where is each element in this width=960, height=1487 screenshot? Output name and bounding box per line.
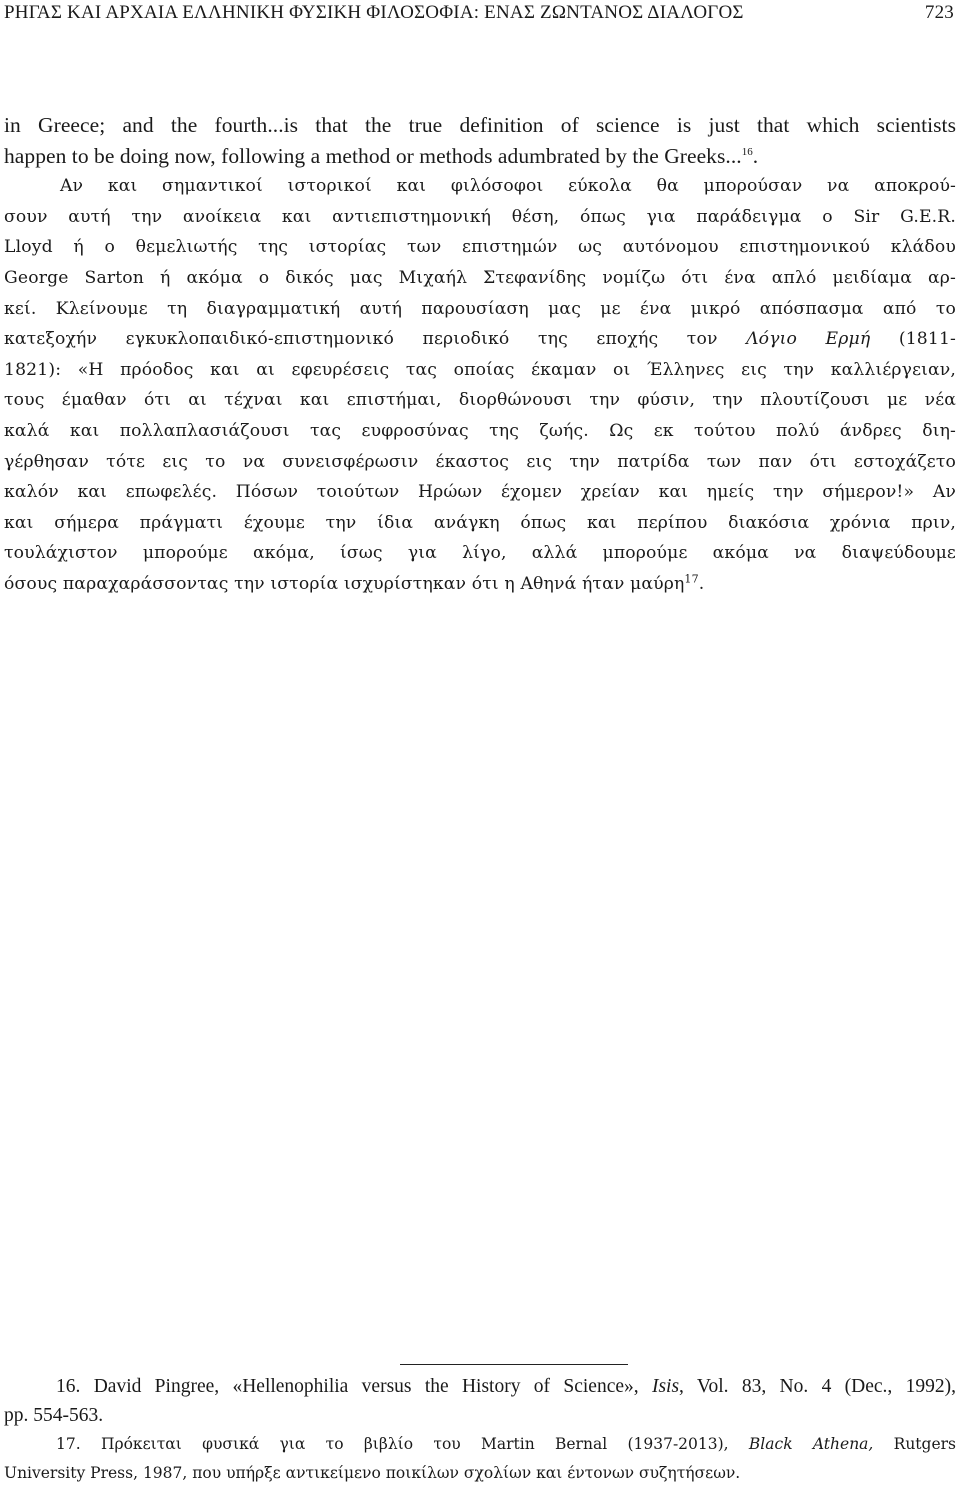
text-line: τους έμαθαν ότι αι τέχναι και επιστήμαι, διορθώνουσι την φύσιν, την πλουτίζουσι με νέα [4,385,956,416]
running-header [4,2,954,24]
book-title: Black Athena, [749,1435,873,1453]
text-line: τουλάχιστον μπορούμε ακόμα, ίσως για λίγο, αλλά μπορούμε ακόμα να διαψεύδουμε [4,538,956,569]
footnote-separator [400,1364,628,1365]
footnote-16: 16. David Pingree, «Hellenophilia versus the History of Science», Isis, Vol. 83, No. 4 (Dec., 1992), [4,1373,956,1402]
footnotes [4,1373,956,1487]
text-line: όσους παραχαράσσοντας την ιστορία ισχυρίστηκαν ότι η Αθηνά ήταν μαύρη$^{17}$. [4,569,956,600]
journal-title: Isis [652,1376,679,1397]
text-line: κεί. Κλείνουμε τη διαγραμματική αυτή παρουσίαση μας με ένα μικρό απόσπασμα από το [4,294,956,325]
text-line: κατεξοχήν εγκυκλοπαιδικό-επιστημονικό περιοδικό της εποχής τον Λόγιο Ερμή (1811- [4,324,956,355]
footnote-17: 17. Πρόκειται φυσικά για το βιβλίο του Martin Bernal (1937-2013), Black Athena, Rutgers [4,1430,956,1459]
text-line: καλόν και επωφελές. Πόσων τοιούτων Ηρώων έχομεν χρείαν και ημείς την σήμερον!» Αν [4,477,956,508]
text-line: Lloyd ή ο θεμελιωτής της ιστορίας των επιστημών ως αυτόνομου επιστημονικού κλάδου [4,232,956,263]
text-line: in Greece; and the fourth...is that the true definition of science is just that which scientists [4,110,956,141]
text-line: 1821): «Η πρόοδος και αι εφευρέσεις τας οποίας έκαμαν οι Έλληνες εις την καλλιέργειαν, [4,355,956,386]
text-line: γέρθησαν τότε εις το να συνεισφέρωσιν έκαστος εις την πατρίδα των παν ότι εστοχάζετο [4,447,956,478]
text-line: happen to be doing now, following a method or methods adumbrated by the Greeks...$^{16}$. [4,141,956,172]
main-paragraph [4,110,956,600]
page-number: 723 [925,2,954,24]
footnote-ref-16[interactable]: 16 [742,145,753,157]
text-line: σουν αυτή την ανοίκεια και αντιεπιστημονική θέση, όπως για παράδειγμα ο Sir G.E.R. [4,202,956,233]
text-line: Αν και σημαντικοί ιστορικοί και φιλόσοφοι εύκολα θα μπορούσαν να αποκρού- [4,171,956,202]
footnote-17-continued: University Press, 1987, που υπήρξε αντικείμενο ποικίλων σχολίων και έντονων συζητήσεων. [4,1459,956,1487]
text-line: George Sarton ή ακόμα ο δικός μας Μιχαήλ Στεφανίδης νομίζω ότι ένα απλό μειδίαμα αρ- [4,263,956,294]
footnote-ref-17[interactable]: 17 [684,572,698,585]
text-line: και σήμερα πράγματι έχουμε την ίδια ανάγκη όπως και περίπου διακόσια χρόνια πριν, [4,508,956,539]
text-line: καλά και πολλαπλασιάζουσι τας ευφροσύνας της ζωής. Ως εκ τούτου πολύ άνδρες διη- [4,416,956,447]
running-title: ΡΗΓΑΣ ΚΑΙ ΑΡΧΑΙΑ ΕΛΛΗΝΙΚΗ ΦΥΣΙΚΗ ΦΙΛΟΣΟΦΙΑ: ΕΝΑΣ ΖΩΝΤΑΝΟΣ ΔΙΑΛΟΓΟΣ [4,2,744,24]
footnote-16-continued: pp. 554-563. [4,1402,956,1431]
journal-title: Λόγιο Ερμή [746,329,870,349]
